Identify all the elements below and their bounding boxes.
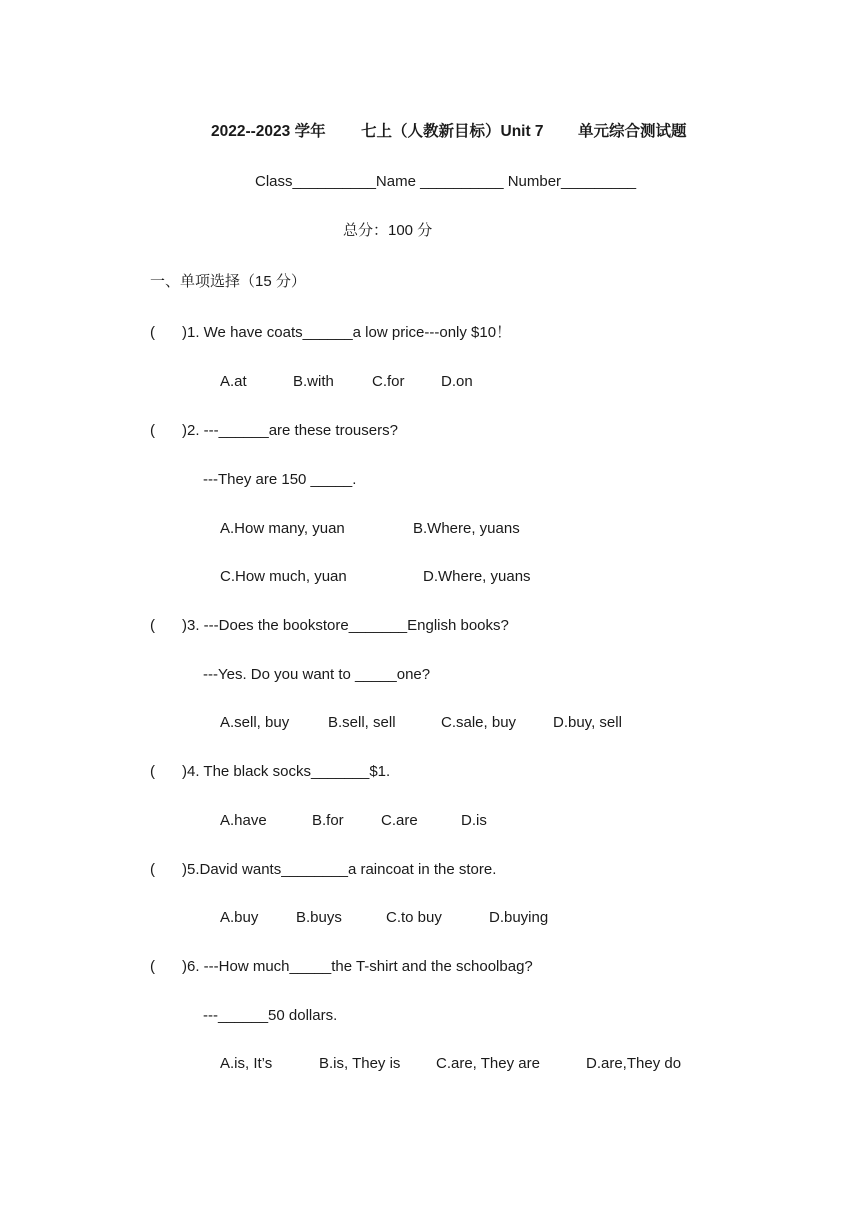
option-d: D.Where, yuans — [423, 568, 531, 585]
option-c: C.How much, yuan — [220, 568, 347, 585]
student-info-line: Class__________Name __________ Number_________ — [255, 173, 637, 190]
option-a: A.is, It’s — [220, 1055, 273, 1072]
question-stem: )4. The black socks_______$1. — [182, 763, 391, 780]
option-a: A.sell, buy — [220, 714, 290, 731]
option-d: D.are,They do — [586, 1055, 682, 1072]
question-stem: )2. ---______are these trousers? — [182, 422, 398, 439]
answer-paren: ( — [150, 763, 155, 780]
option-c: C.to buy — [386, 909, 442, 926]
answer-paren: ( — [150, 861, 155, 878]
option-d: D.is — [461, 812, 487, 829]
question-stem: )5.David wants________a raincoat in the store. — [182, 861, 497, 878]
option-d: D.buy, sell — [553, 714, 622, 731]
option-c: C.are — [381, 812, 418, 829]
option-d: D.on — [441, 373, 473, 390]
section-heading: 一、单项选择（15 分） — [150, 273, 306, 290]
option-b: B.with — [293, 373, 334, 390]
option-b: B.is, They is — [319, 1055, 401, 1072]
option-c: C.for — [372, 373, 405, 390]
title-year: 2022--2023 学年 — [211, 123, 326, 140]
question-stem: )3. ---Does the bookstore_______English books? — [182, 617, 509, 634]
option-b: B.Where, yuans — [413, 520, 520, 537]
option-a: A.have — [220, 812, 267, 829]
total-score: 总分：100 分 — [343, 222, 433, 239]
option-a: A.buy — [220, 909, 259, 926]
question-reply: ---Yes. Do you want to _____one? — [203, 666, 431, 683]
answer-paren: ( — [150, 324, 155, 341]
question-reply: ---______50 dollars. — [203, 1007, 338, 1024]
title-test: 单元综合测试题 — [578, 123, 687, 140]
answer-paren: ( — [150, 958, 155, 975]
option-c: C.are, They are — [436, 1055, 540, 1072]
option-b: B.sell, sell — [328, 714, 396, 731]
question-stem: )1. We have coats______a low price---only $10！ — [182, 324, 512, 341]
answer-paren: ( — [150, 617, 155, 634]
answer-paren: ( — [150, 422, 155, 439]
question-reply: ---They are 150 _____. — [203, 471, 357, 488]
title-unit: 七上（人教新目标）Unit 7 — [361, 123, 544, 140]
option-d: D.buying — [489, 909, 549, 926]
question-stem: )6. ---How much_____the T-shirt and the schoolbag? — [182, 958, 533, 975]
option-a: A.at — [220, 373, 247, 390]
option-c: C.sale, buy — [441, 714, 517, 731]
option-b: B.for — [312, 812, 344, 829]
option-b: B.buys — [296, 909, 342, 926]
option-a: A.How many, yuan — [220, 520, 345, 537]
